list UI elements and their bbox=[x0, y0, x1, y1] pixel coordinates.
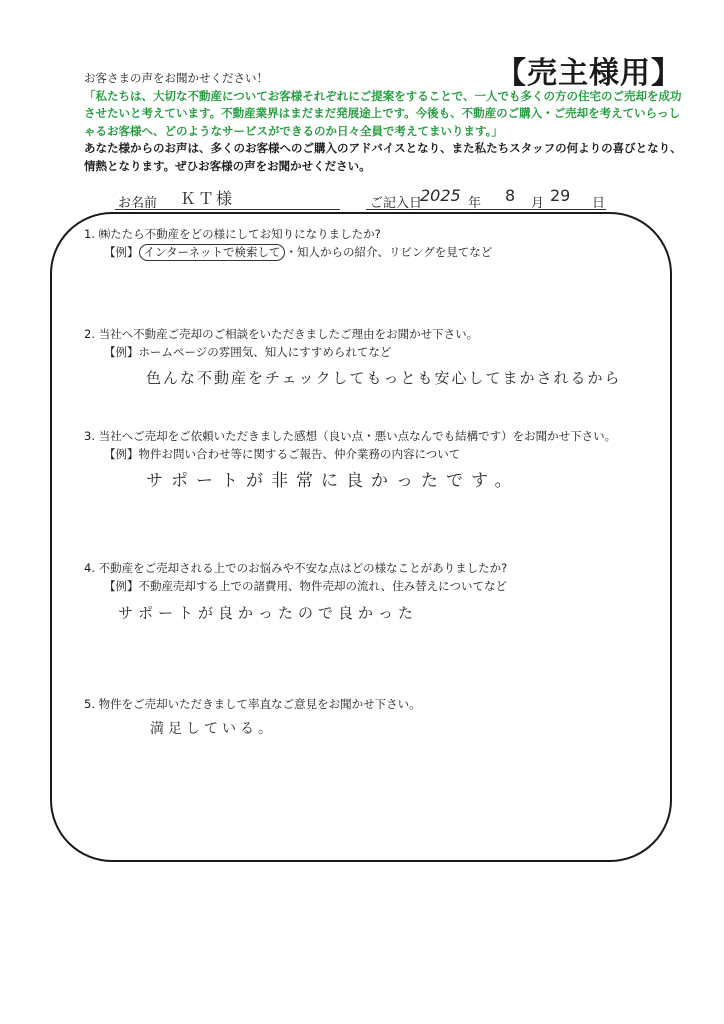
question-3-text: 当社へご売却をご依頼いただきました感想（良い点・悪い点なんでも結構です）をお聞かせ下さい。 bbox=[98, 429, 617, 443]
question-4-number: 4. bbox=[84, 561, 95, 575]
question-1-number: 1. bbox=[84, 227, 95, 241]
name-underline bbox=[115, 209, 340, 210]
question-4-answer: サポートが良かったので良かった bbox=[118, 604, 419, 622]
intro-mission-statement: 「私たちは、大切な不動産についてお客様それぞれにご提案をすることで、一人でも多くの方の住宅のご売却を成功させたいと考えています。不動産業界はまだまだ発展途上です。今後も、不動産のご購入・ご売却を考えていらっしゃるお客様へ、どのようなサービスができるのか日々全員で考えてまいります。」 bbox=[84, 88, 682, 138]
date-year: 2025 bbox=[420, 186, 461, 205]
question-1-text: ㈱たたら不動産をどの様にしてお知りになりましたか? bbox=[98, 227, 381, 241]
date-month: 8 bbox=[505, 186, 516, 205]
date-label: ご記入日 bbox=[370, 196, 423, 211]
question-1-example bbox=[104, 244, 492, 261]
question-2-text: 当社へ不動産ご売却のご相談をいただきましたご理由をお聞かせ下さい。 bbox=[98, 327, 479, 341]
question-4 bbox=[84, 560, 507, 576]
question-2-number: 2. bbox=[84, 327, 95, 341]
question-3-example: 【例】物件お問い合わせ等に関するご報告、仲介業務の内容について bbox=[104, 447, 461, 461]
date-day: 29 bbox=[550, 186, 571, 205]
questionnaire-card bbox=[50, 212, 672, 862]
page-title: 【売主様用】 bbox=[496, 56, 682, 91]
name-label: お名前 bbox=[118, 196, 158, 211]
date-day-unit: 日 bbox=[592, 196, 606, 211]
date-year-unit: 年 bbox=[468, 196, 482, 211]
question-5-number: 5. bbox=[84, 697, 95, 711]
question-4-example: 【例】不動産売却する上での諸費用、物件売却の流れ、住み替えについてなど bbox=[104, 579, 507, 593]
question-2 bbox=[84, 326, 478, 342]
question-5-text: 物件をご売却いただきまして率直なご意見をお聞かせ下さい。 bbox=[98, 697, 421, 711]
intro-closing: あなた様からのお声は、多くのお客様へのご購入のアドバイスとなり、また私たちスタッフの何よりの喜びとなり、情熱となります。ぜひお客様の声をお聞かせください。 bbox=[84, 141, 682, 173]
question-1 bbox=[84, 226, 381, 242]
question-3-number: 3. bbox=[84, 429, 95, 443]
question-5-answer: 満足している。 bbox=[150, 721, 276, 737]
question-2-answer: 色んな不動産をチェックしてもっとも安心してまかされるから bbox=[146, 369, 622, 387]
question-3 bbox=[84, 428, 616, 444]
intro-heading: お客さまの声をお聞かせください！ bbox=[84, 71, 268, 85]
question-1-example-label: 【例】 bbox=[104, 245, 139, 259]
question-5 bbox=[84, 696, 421, 712]
question-1-example-rest: ・知人からの紹介、リビングを見てなど bbox=[285, 245, 493, 259]
intro-section bbox=[84, 70, 684, 175]
question-1-circled-option: インターネットで検索して bbox=[139, 244, 286, 261]
name-value: ＫＴ様 bbox=[180, 189, 235, 208]
date-month-unit: 月 bbox=[531, 196, 545, 211]
question-3-answer: サポートが非常に良かったです。 bbox=[146, 471, 520, 491]
question-2-example: 【例】ホームページの雰囲気、知人にすすめられてなど bbox=[104, 345, 392, 359]
question-4-text: 不動産をご売却される上でのお悩みや不安な点はどの様なことがありましたか? bbox=[98, 561, 508, 575]
date-underline bbox=[366, 209, 606, 210]
